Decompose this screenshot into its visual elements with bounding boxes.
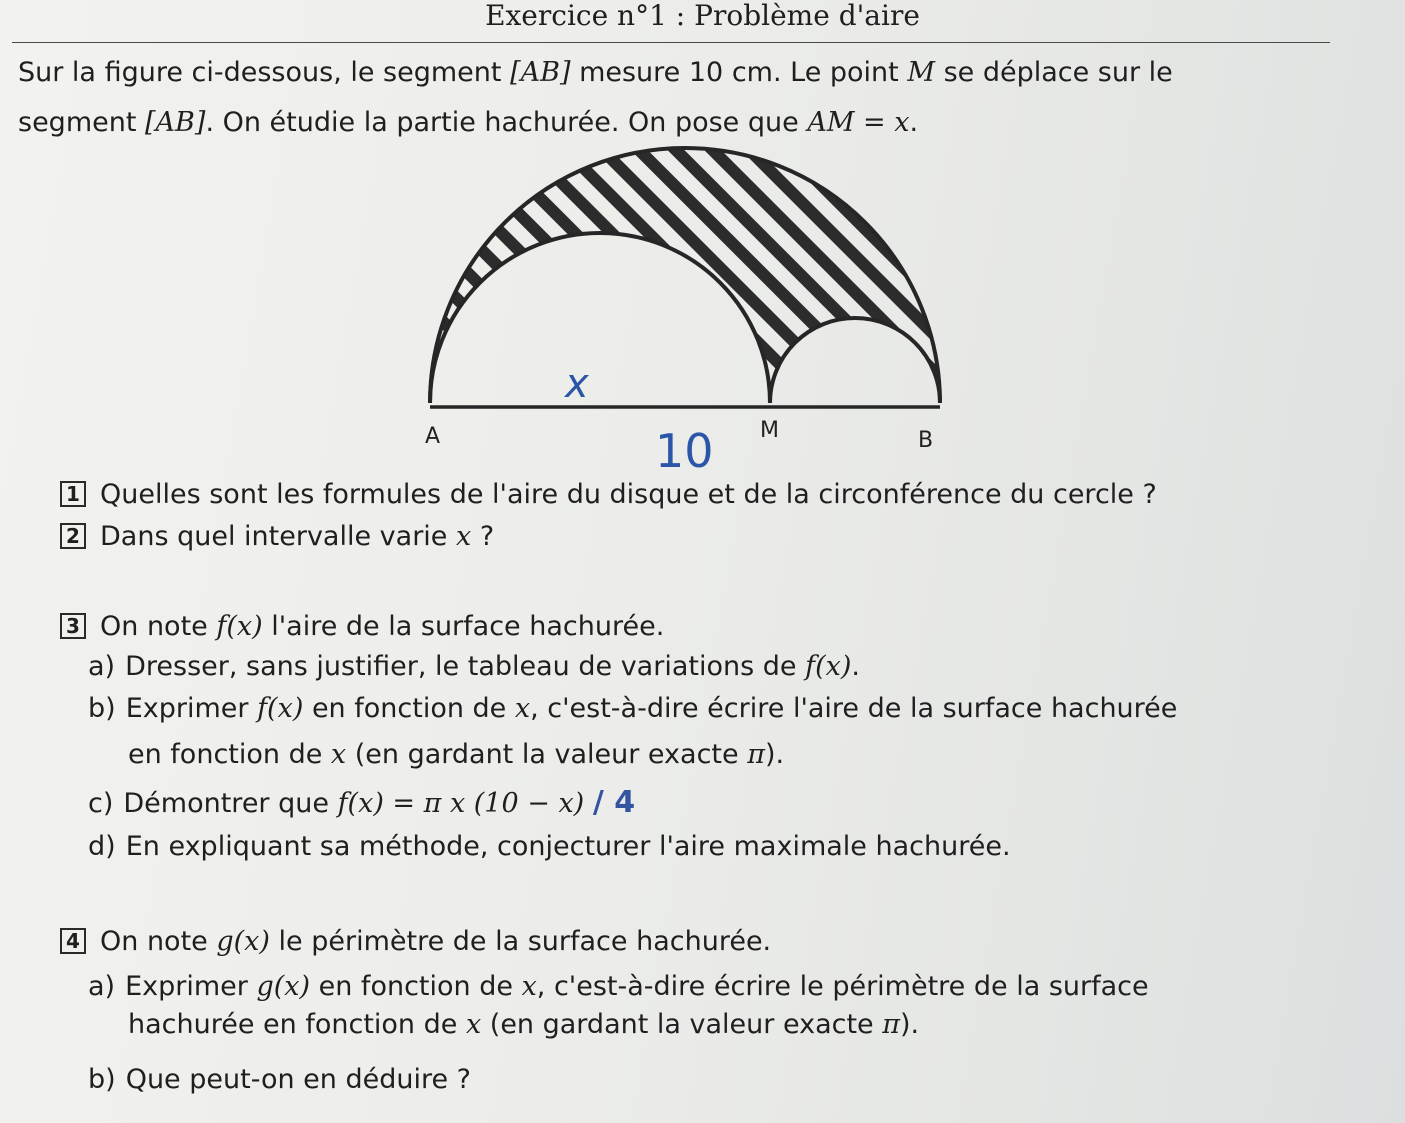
question-1: 1 Quelles sont les formules de l'aire du disque et de la circonférence du cercle ? [60,478,1157,512]
title-divider [12,42,1330,43]
handwritten-score-mark: / 4 [592,785,636,820]
question-number-1: 1 [60,481,86,507]
point-m-label: M [760,418,779,443]
question-4a-line-2: hachurée en fonction de x (en gardant la valeur exacte π). [128,1009,920,1040]
question-number-2: 2 [60,523,86,549]
question-number-3: 3 [60,613,86,639]
question-4: 4 On note g(x) le périmètre de la surface hachurée. [60,925,771,959]
point-b-label: B [918,428,934,453]
intro-line-1: Sur la figure ci-dessous, le segment [AB] mesure 10 cm. Le point M se déplace sur le [18,57,1173,88]
point-a-label: A [425,424,441,449]
semicircles-figure [405,145,965,475]
intro-line-2: segment [AB]. On étudie la partie hachurée. On pose que AM = x. [18,107,919,138]
problem-statement [18,48,1318,148]
question-number-4: 4 [60,928,86,954]
question-4b: b) Que peut-on en déduire ? [88,1064,471,1095]
question-3b-line-2: en fonction de x (en gardant la valeur exacte π). [128,739,785,770]
question-3b: b) Exprimer f(x) en fonction de x, c'est-à-dire écrire l'aire de la surface hachurée [88,693,1178,724]
question-2: 2 Dans quel intervalle varie x ? [60,520,494,554]
question-4a: a) Exprimer g(x) en fonction de x, c'est-à-dire écrire le périmètre de la surface [88,971,1149,1002]
figure-svg [405,145,965,475]
handwritten-10: 10 [655,424,714,475]
question-3d: d) En expliquant sa méthode, conjecturer l'aire maximale hachurée. [88,831,1011,862]
handwritten-x: x [565,361,589,407]
question-3c: c) Démontrer que f(x) = π x (10 − x) / 4 [88,785,636,820]
page-title: Exercice n°1 : Problème d'aire [485,0,920,32]
question-3: 3 On note f(x) l'aire de la surface hachurée. [60,610,664,644]
question-3a: a) Dresser, sans justifier, le tableau de variations de f(x). [88,651,860,682]
